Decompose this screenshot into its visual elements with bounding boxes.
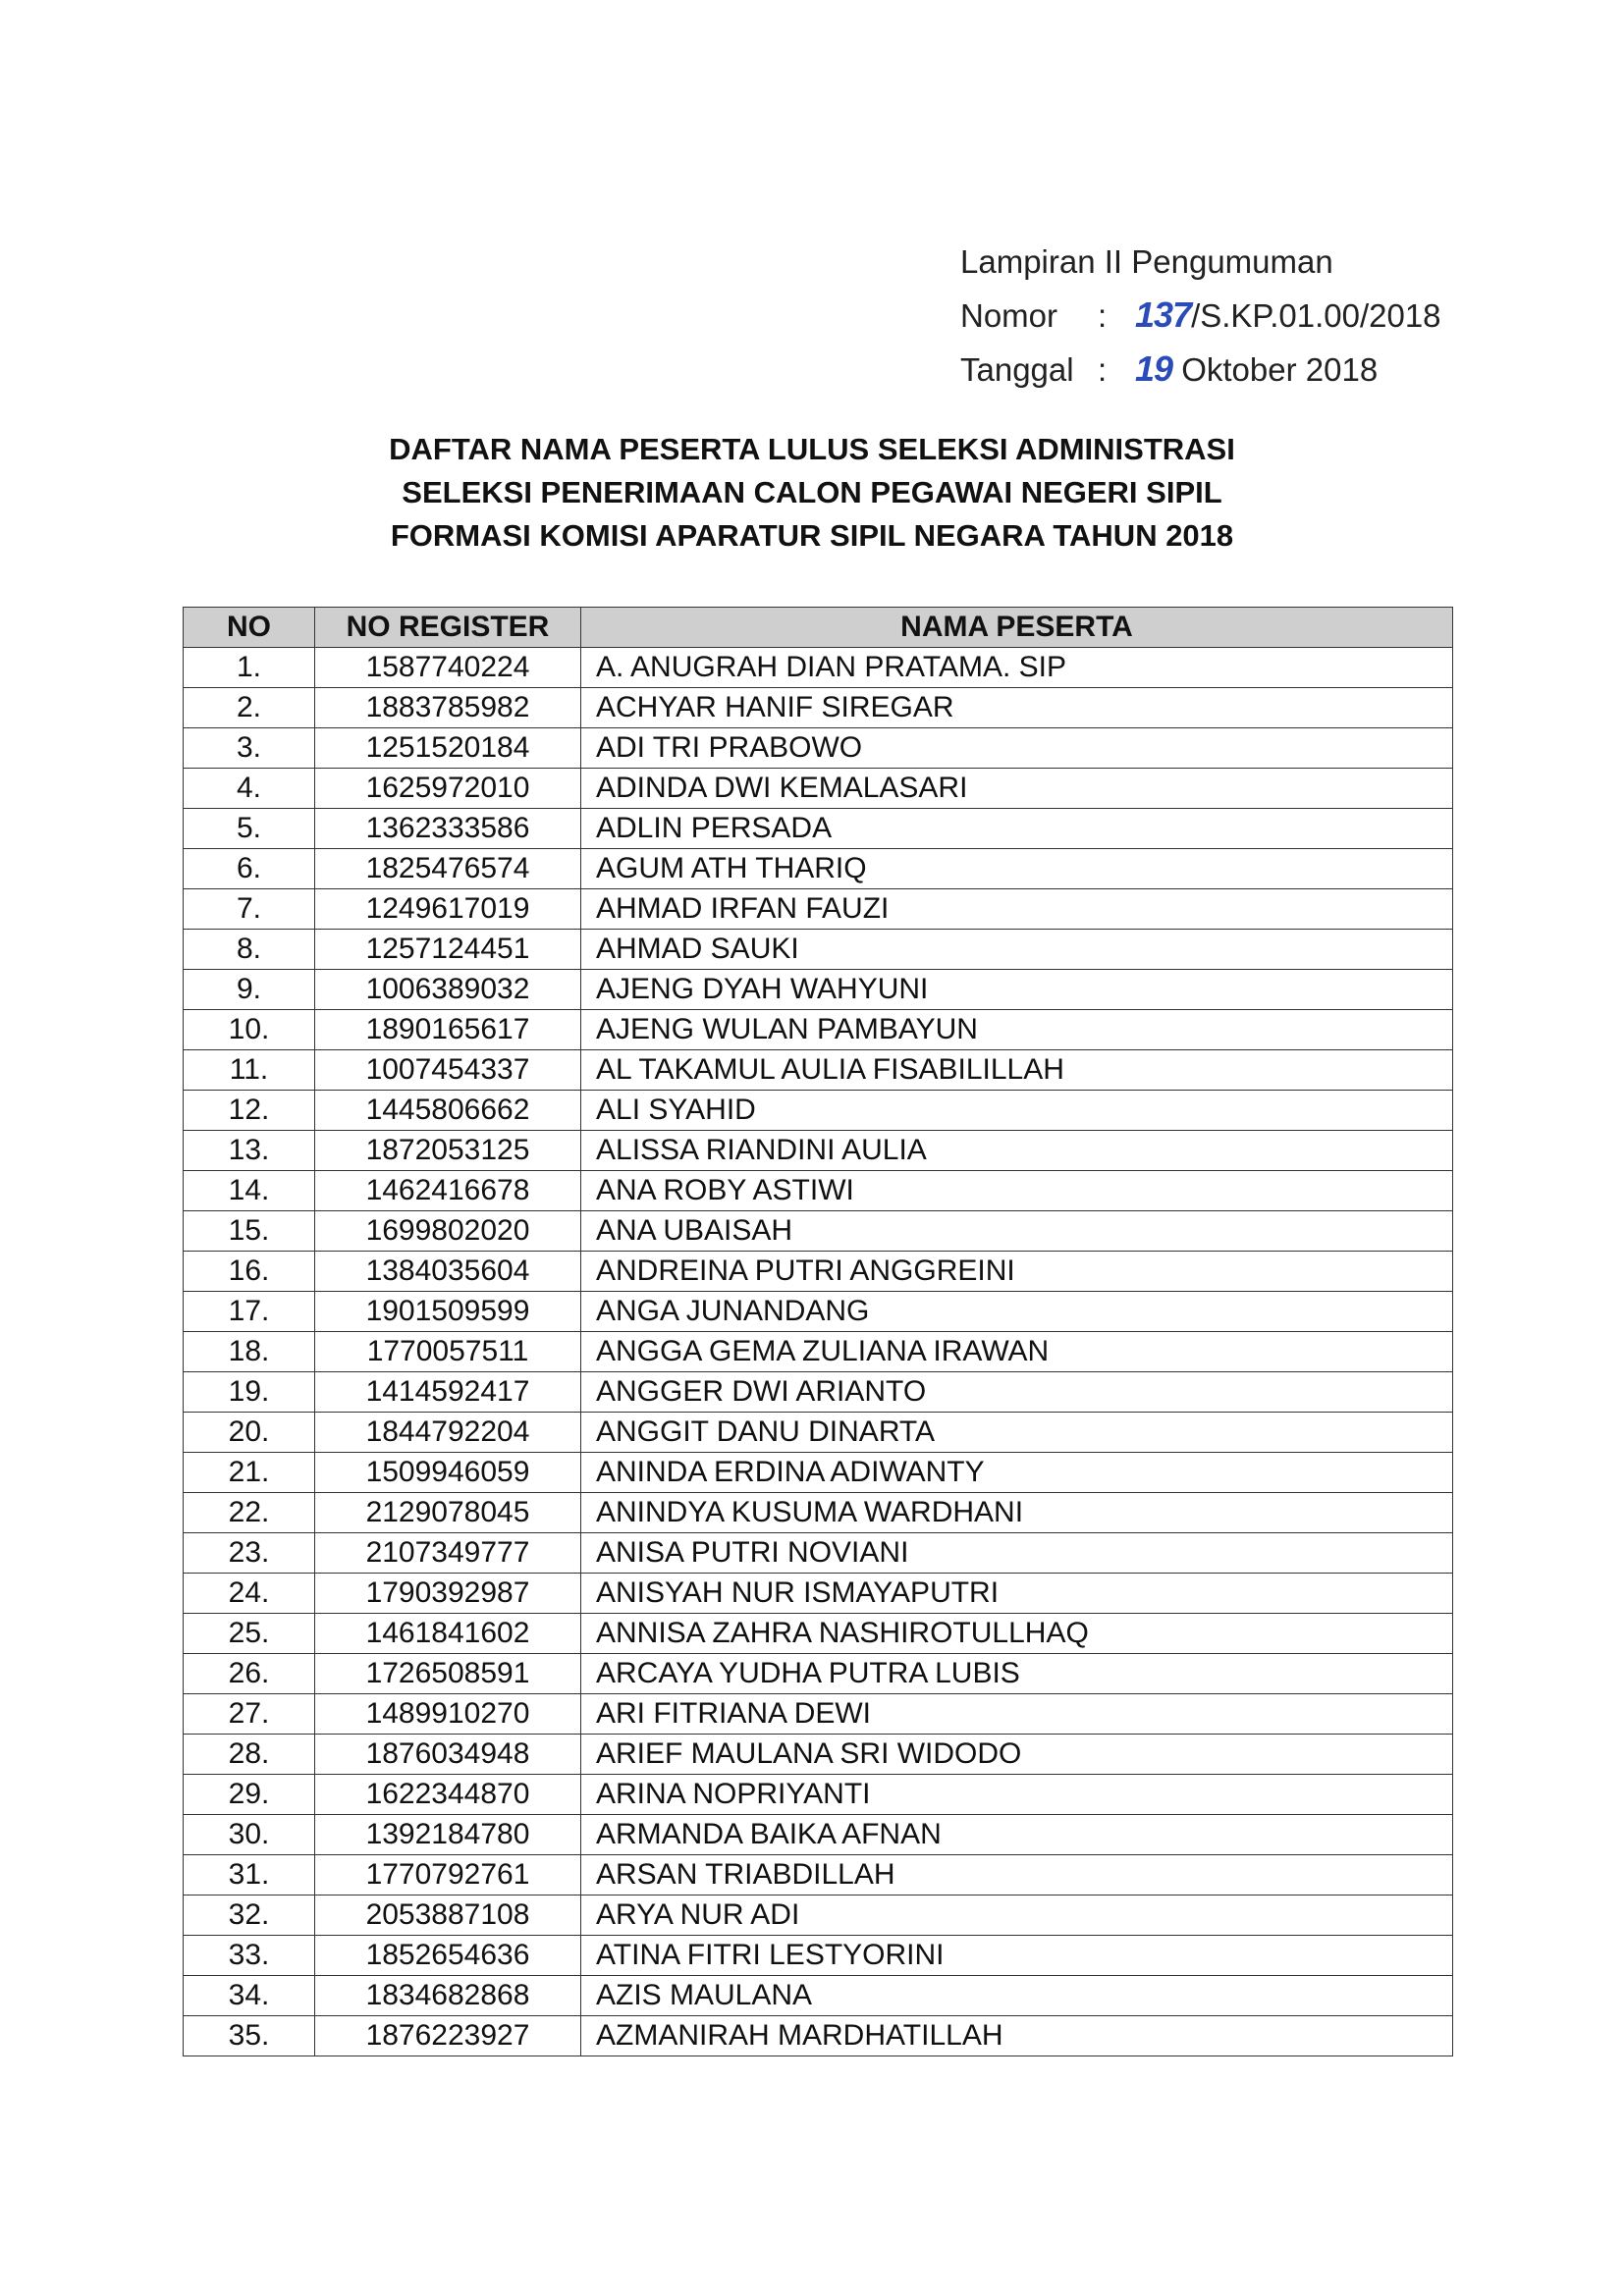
- table-row: [184, 1574, 1453, 1614]
- cell-no: 33.: [184, 1936, 315, 1976]
- tanggal-value: Oktober 2018: [1172, 351, 1379, 388]
- table-row: [184, 1775, 1453, 1815]
- cell-name: ANGGIT DANU DINARTA: [581, 1413, 1453, 1453]
- cell-register: 1251520184: [315, 728, 581, 769]
- cell-no: 35.: [184, 2016, 315, 2056]
- table-row: [184, 970, 1453, 1010]
- cell-register: 1825476574: [315, 849, 581, 889]
- cell-no: 8.: [184, 930, 315, 970]
- cell-register: 1770792761: [315, 1855, 581, 1896]
- cell-register: 2107349777: [315, 1533, 581, 1574]
- cell-name: AZMANIRAH MARDHATILLAH: [581, 2016, 1453, 2056]
- nomor-value: /S.KP.01.00/2018: [1191, 297, 1441, 334]
- cell-name: A. ANUGRAH DIAN PRATAMA. SIP: [581, 648, 1453, 688]
- cell-no: 25.: [184, 1614, 315, 1654]
- cell-name: ANDREINA PUTRI ANGGREINI: [581, 1252, 1453, 1292]
- cell-no: 29.: [184, 1775, 315, 1815]
- cell-name: ANGGER DWI ARIANTO: [581, 1372, 1453, 1413]
- cell-no: 18.: [184, 1332, 315, 1372]
- cell-name: AJENG DYAH WAHYUNI: [581, 970, 1453, 1010]
- cell-register: 1844792204: [315, 1413, 581, 1453]
- cell-name: ANISYAH NUR ISMAYAPUTRI: [581, 1574, 1453, 1614]
- table-row: [184, 1372, 1453, 1413]
- cell-name: ANGGA GEMA ZULIANA IRAWAN: [581, 1332, 1453, 1372]
- cell-name: ARIEF MAULANA SRI WIDODO: [581, 1735, 1453, 1775]
- cell-no: 7.: [184, 889, 315, 930]
- table-row: [184, 1493, 1453, 1533]
- column-header-name: NAMA PESERTA: [581, 608, 1453, 648]
- cell-register: 1489910270: [315, 1694, 581, 1735]
- cell-no: 1.: [184, 648, 315, 688]
- cell-register: 2053887108: [315, 1896, 581, 1936]
- cell-register: 1852654636: [315, 1936, 581, 1976]
- cell-no: 23.: [184, 1533, 315, 1574]
- cell-register: 1876223927: [315, 2016, 581, 2056]
- table-row: [184, 809, 1453, 849]
- cell-no: 12.: [184, 1091, 315, 1131]
- cell-register: 1872053125: [315, 1131, 581, 1171]
- cell-no: 28.: [184, 1735, 315, 1775]
- cell-name: ARYA NUR ADI: [581, 1896, 1453, 1936]
- cell-register: 1587740224: [315, 648, 581, 688]
- cell-name: ANA ROBY ASTIWI: [581, 1171, 1453, 1211]
- cell-no: 10.: [184, 1010, 315, 1050]
- nomor-colon: :: [1098, 297, 1108, 334]
- cell-no: 32.: [184, 1896, 315, 1936]
- title-line-1: DAFTAR NAMA PESERTA LULUS SELEKSI ADMINISTRASI: [389, 432, 1235, 466]
- tanggal-line: [960, 343, 1441, 397]
- table-row: [184, 889, 1453, 930]
- cell-register: 1883785982: [315, 688, 581, 728]
- document-title: [0, 428, 1624, 558]
- table-row: [184, 1413, 1453, 1453]
- table-row: [184, 728, 1453, 769]
- title-line-3: FORMASI KOMISI APARATUR SIPIL NEGARA TAHUN 2018: [390, 518, 1234, 553]
- cell-no: 5.: [184, 809, 315, 849]
- cell-register: 1462416678: [315, 1171, 581, 1211]
- cell-no: 2.: [184, 688, 315, 728]
- cell-register: 1622344870: [315, 1775, 581, 1815]
- table-row: [184, 1050, 1453, 1091]
- cell-register: 1699802020: [315, 1211, 581, 1252]
- cell-register: 1006389032: [315, 970, 581, 1010]
- cell-no: 26.: [184, 1654, 315, 1694]
- cell-name: ALI SYAHID: [581, 1091, 1453, 1131]
- cell-name: ANNISA ZAHRA NASHIROTULLHAQ: [581, 1614, 1453, 1654]
- cell-register: 1392184780: [315, 1815, 581, 1855]
- table-row: [184, 1332, 1453, 1372]
- cell-name: ADI TRI PRABOWO: [581, 728, 1453, 769]
- table-row: [184, 688, 1453, 728]
- attachment-title: Lampiran II Pengumuman: [960, 243, 1333, 280]
- table-row: [184, 1815, 1453, 1855]
- cell-name: ARI FITRIANA DEWI: [581, 1694, 1453, 1735]
- cell-name: ADINDA DWI KEMALASARI: [581, 769, 1453, 809]
- cell-name: ARINA NOPRIYANTI: [581, 1775, 1453, 1815]
- cell-no: 14.: [184, 1171, 315, 1211]
- cell-no: 31.: [184, 1855, 315, 1896]
- cell-register: 1876034948: [315, 1735, 581, 1775]
- table-row: [184, 1533, 1453, 1574]
- table-header-row: [184, 608, 1453, 648]
- tanggal-handwritten: 19: [1135, 348, 1173, 389]
- cell-register: 1249617019: [315, 889, 581, 930]
- cell-register: 1834682868: [315, 1976, 581, 2016]
- table-row: [184, 1654, 1453, 1694]
- table-row: [184, 769, 1453, 809]
- table-row: [184, 930, 1453, 970]
- participant-table: [183, 607, 1453, 2056]
- cell-no: 30.: [184, 1815, 315, 1855]
- cell-register: 1625972010: [315, 769, 581, 809]
- cell-name: AGUM ATH THARIQ: [581, 849, 1453, 889]
- table-row: [184, 1211, 1453, 1252]
- cell-no: 21.: [184, 1453, 315, 1493]
- nomor-label: Nomor: [960, 297, 1058, 334]
- cell-register: 1461841602: [315, 1614, 581, 1654]
- table-row: [184, 1896, 1453, 1936]
- cell-name: ANINDA ERDINA ADIWANTY: [581, 1453, 1453, 1493]
- cell-register: 1726508591: [315, 1654, 581, 1694]
- cell-no: 3.: [184, 728, 315, 769]
- cell-no: 19.: [184, 1372, 315, 1413]
- cell-name: AL TAKAMUL AULIA FISABILILLAH: [581, 1050, 1453, 1091]
- column-header-no: NO: [184, 608, 315, 648]
- table-row: [184, 1252, 1453, 1292]
- attachment-header: [960, 236, 1441, 397]
- table-row: [184, 1453, 1453, 1493]
- cell-register: 1901509599: [315, 1292, 581, 1332]
- cell-name: ARSAN TRIABDILLAH: [581, 1855, 1453, 1896]
- cell-name: AHMAD IRFAN FAUZI: [581, 889, 1453, 930]
- cell-register: 1445806662: [315, 1091, 581, 1131]
- table-row: [184, 648, 1453, 688]
- cell-no: 34.: [184, 1976, 315, 2016]
- table-row: [184, 1131, 1453, 1171]
- cell-no: 15.: [184, 1211, 315, 1252]
- cell-name: ARCAYA YUDHA PUTRA LUBIS: [581, 1654, 1453, 1694]
- cell-no: 11.: [184, 1050, 315, 1091]
- cell-no: 4.: [184, 769, 315, 809]
- cell-name: ANINDYA KUSUMA WARDHANI: [581, 1493, 1453, 1533]
- table-row: [184, 1010, 1453, 1050]
- cell-register: 1257124451: [315, 930, 581, 970]
- cell-register: 1007454337: [315, 1050, 581, 1091]
- cell-name: ANISA PUTRI NOVIANI: [581, 1533, 1453, 1574]
- cell-name: AZIS MAULANA: [581, 1976, 1453, 2016]
- table-row: [184, 1171, 1453, 1211]
- cell-no: 13.: [184, 1131, 315, 1171]
- nomor-handwritten: 137: [1135, 294, 1192, 335]
- table-row: [184, 2016, 1453, 2056]
- cell-register: 1509946059: [315, 1453, 581, 1493]
- cell-no: 6.: [184, 849, 315, 889]
- table-row: [184, 1735, 1453, 1775]
- table-row: [184, 1976, 1453, 2016]
- cell-name: ADLIN PERSADA: [581, 809, 1453, 849]
- cell-name: ALISSA RIANDINI AULIA: [581, 1131, 1453, 1171]
- column-header-register: NO REGISTER: [315, 608, 581, 648]
- cell-no: 20.: [184, 1413, 315, 1453]
- table-row: [184, 1091, 1453, 1131]
- cell-register: 2129078045: [315, 1493, 581, 1533]
- cell-name: ARMANDA BAIKA AFNAN: [581, 1815, 1453, 1855]
- cell-register: 1770057511: [315, 1332, 581, 1372]
- cell-no: 16.: [184, 1252, 315, 1292]
- cell-name: AHMAD SAUKI: [581, 930, 1453, 970]
- cell-register: 1790392987: [315, 1574, 581, 1614]
- cell-no: 9.: [184, 970, 315, 1010]
- title-line-2: SELEKSI PENERIMAAN CALON PEGAWAI NEGERI SIPIL: [402, 475, 1222, 509]
- table-row: [184, 849, 1453, 889]
- table-row: [184, 1694, 1453, 1735]
- cell-name: AJENG WULAN PAMBAYUN: [581, 1010, 1453, 1050]
- tanggal-label: Tanggal: [960, 351, 1074, 388]
- table-row: [184, 1936, 1453, 1976]
- cell-no: 27.: [184, 1694, 315, 1735]
- table-row: [184, 1614, 1453, 1654]
- cell-no: 17.: [184, 1292, 315, 1332]
- table-row: [184, 1855, 1453, 1896]
- cell-no: 22.: [184, 1493, 315, 1533]
- cell-name: ACHYAR HANIF SIREGAR: [581, 688, 1453, 728]
- cell-register: 1414592417: [315, 1372, 581, 1413]
- cell-name: ANA UBAISAH: [581, 1211, 1453, 1252]
- table-body: [184, 648, 1453, 2056]
- nomor-line: [960, 289, 1441, 343]
- cell-register: 1384035604: [315, 1252, 581, 1292]
- cell-name: ANGA JUNANDANG: [581, 1292, 1453, 1332]
- cell-name: ATINA FITRI LESTYORINI: [581, 1936, 1453, 1976]
- table-row: [184, 1292, 1453, 1332]
- cell-no: 24.: [184, 1574, 315, 1614]
- tanggal-colon: :: [1098, 351, 1108, 388]
- cell-register: 1890165617: [315, 1010, 581, 1050]
- cell-register: 1362333586: [315, 809, 581, 849]
